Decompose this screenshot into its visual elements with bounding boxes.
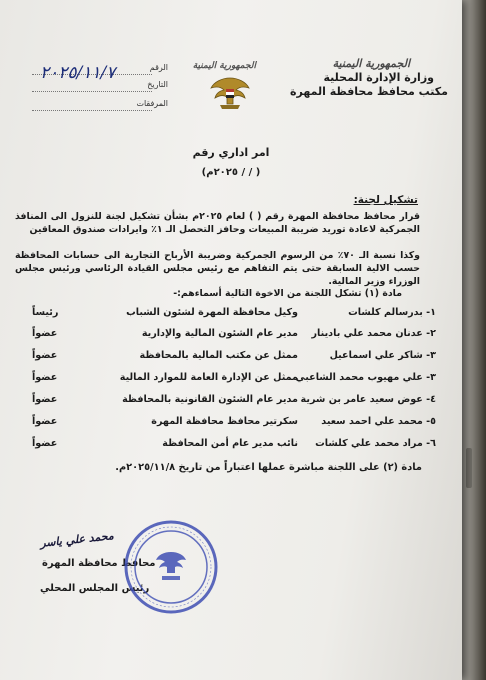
header-ministry: وزارة الإدارة المحلية <box>323 71 434 84</box>
member-position: مدير عام الشئون القانونية بالمحافظة <box>122 394 298 405</box>
member-position: مدير عام الشئون المالية والإدارية <box>141 328 298 339</box>
emblem-caption: الجمهورية اليمنية <box>192 61 256 71</box>
decision-paragraph: قرار محافظ محافظة المهرة رقم ( ) لعام ٢٠٢٥م بشأن تشكيل لجنة للنزول الى المنافذ الجمركية لاعادة توريد ضريبة المبيعات وحافز التحصل الـ ١٪ وايرادات صندوق المعاقين <box>15 211 420 235</box>
signatory-council: رئيس المجلس المحلي <box>40 583 150 594</box>
member-role: عضواً <box>32 394 58 405</box>
member-position: ممثل عن مكتب المالية بالمحافظة <box>139 350 298 361</box>
member-position: ممثل عن الإدارة العامة للموارد المالية <box>119 372 298 383</box>
attachments-label: المرفقات <box>136 99 168 108</box>
table-row <box>26 438 436 456</box>
table-row <box>26 372 436 390</box>
article-two: مادة (٢) على اللجنة مباشرة عملها اعتباراً من تاريخ ٢٠٢٥/١١/٨م. <box>115 462 422 473</box>
table-row <box>26 394 436 412</box>
member-name: ٣- شاكر علي اسماعيل <box>329 350 436 361</box>
member-position: نائب مدير عام أمن المحافظة <box>162 438 298 449</box>
official-stamp <box>122 518 220 616</box>
handwritten-reference: ٢٠٢٥/١١/٧ <box>40 63 116 83</box>
header-office: مكتب محافظ محافظة المهرة <box>289 85 448 98</box>
signatory-title: محافظ محافظة المهرة <box>42 558 156 569</box>
header-republic: الجمهورية اليمنية <box>332 57 410 70</box>
handwritten-signature: محمد علي ياسر <box>39 529 115 550</box>
member-name: ٣- علي مهيوب محمد الشاعبي <box>295 372 436 383</box>
member-position: وكيل محافظة المهرة لشئون الشباب <box>126 307 298 318</box>
table-row <box>26 416 436 434</box>
article-one: مادة (١) تشكل اللجنة من الاخوة التالية أسماءهم:- <box>173 288 402 299</box>
ref-label: الرقم <box>149 63 168 72</box>
table-row <box>26 328 436 346</box>
member-role: عضواً <box>32 328 58 339</box>
member-name: ٦- مراد محمد علي كلشات <box>315 438 436 449</box>
member-position: سكرتير محافظ محافظة المهرة <box>151 416 298 427</box>
member-role: عضواً <box>32 372 58 383</box>
binder-ribbon <box>466 448 472 488</box>
table-row <box>26 307 436 325</box>
emblem-icon <box>208 72 252 112</box>
member-name: ١- بدرسالم كلشات <box>348 307 436 318</box>
document-title: امر اداري رقم <box>192 146 270 159</box>
attachments-dotted-line <box>32 110 152 111</box>
member-name: ٤- عوض سعيد عامر بن شرية <box>300 394 436 405</box>
table-row <box>26 350 436 368</box>
member-name: ٥- محمد علي احمد سعيد <box>321 416 436 427</box>
date-label: التاريخ <box>147 80 168 89</box>
member-role: عضواً <box>32 438 58 449</box>
member-role: رئيساً <box>32 307 59 318</box>
order-number-line: ( / / ٢٠٢٥م) <box>201 167 261 178</box>
section-heading: تشكيل لجنة: <box>353 194 418 206</box>
member-role: عضواً <box>32 416 58 427</box>
percentage-paragraph: وكذا نسبة الـ ٧٠٪ من الرسوم الجمركية وضريبة الأرباح التجارية الى حسابات المحافظة حسب الالية السابقة حتى يتم التفاهم مع رئيس مجلس القيادة الرئاسي ورئيس مجلس الوزراء وزير المالية. <box>15 250 420 287</box>
member-role: عضواً <box>32 350 58 361</box>
member-name: ٢- عدنان محمد علي بادينار <box>311 328 436 339</box>
date-dotted-line <box>32 91 152 92</box>
